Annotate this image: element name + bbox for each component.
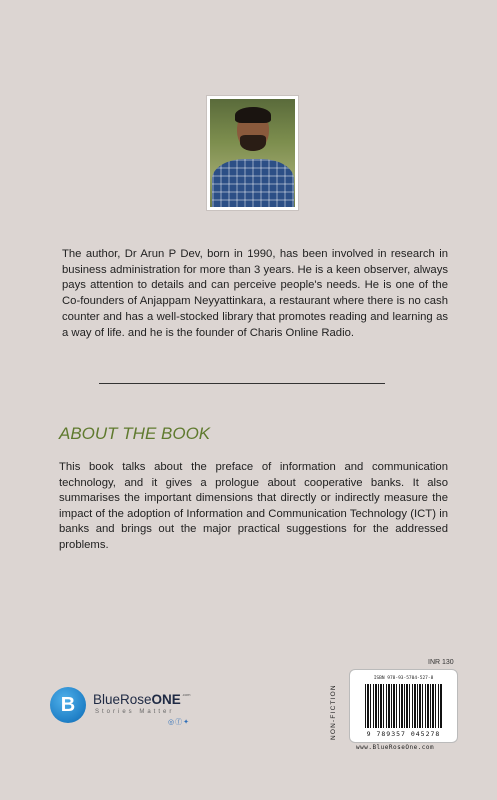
- publisher-name-suffix: ONE: [151, 692, 181, 707]
- isbn-text: ISBN 978-93-5704-527-8: [373, 676, 434, 681]
- about-text: This book talks about the preface of information and communication technology, and it gives a prologue about cooperative banks. It also summarises the important dimensions that directly or indirectly measure the impact of the adoption of Information and Communication Technology (ICT) in banks and brings out the major practical suggestions for the addressed problems.: [59, 461, 448, 551]
- price-label: INR 130: [428, 659, 454, 666]
- portrait-beard: [240, 135, 266, 151]
- publisher-tagline: Stories Matter: [95, 709, 175, 715]
- isbn-digits: 9 789357 045278: [366, 730, 441, 738]
- genre-label: NON-FICTION: [330, 684, 337, 740]
- portrait-hair: [235, 107, 271, 123]
- publisher-logo-icon: B: [50, 687, 86, 723]
- isbn-barcode: [349, 669, 458, 743]
- publisher-url: www.BlueRoseOne.com: [356, 744, 435, 751]
- publisher-name: [93, 692, 190, 707]
- author-photo: [207, 96, 298, 210]
- about-heading: ABOUT THE BOOK: [59, 424, 211, 443]
- section-divider: [99, 383, 385, 384]
- publisher-name-main: BlueRose: [93, 692, 152, 707]
- author-portrait-image: [210, 99, 295, 207]
- portrait-shirt: [212, 159, 294, 207]
- barcode-bars: [365, 684, 442, 728]
- publisher-domain-suffix: .com: [181, 692, 191, 697]
- social-icons: ◎ⓕ✦: [168, 719, 190, 726]
- author-bio: The author, Dr Arun P Dev, born in 1990, has been involved in research in business administration for more than 3 years. He is a keen observer, always pays attention to details and can perceive people's needs. He is one of the Co-founders of Anjappam Neyyattinkara, a restaurant where there is no cash counter and has a well-stocked library that promotes reading and learning as a way of life. and he is the founder of Charis Online Radio.: [62, 248, 448, 339]
